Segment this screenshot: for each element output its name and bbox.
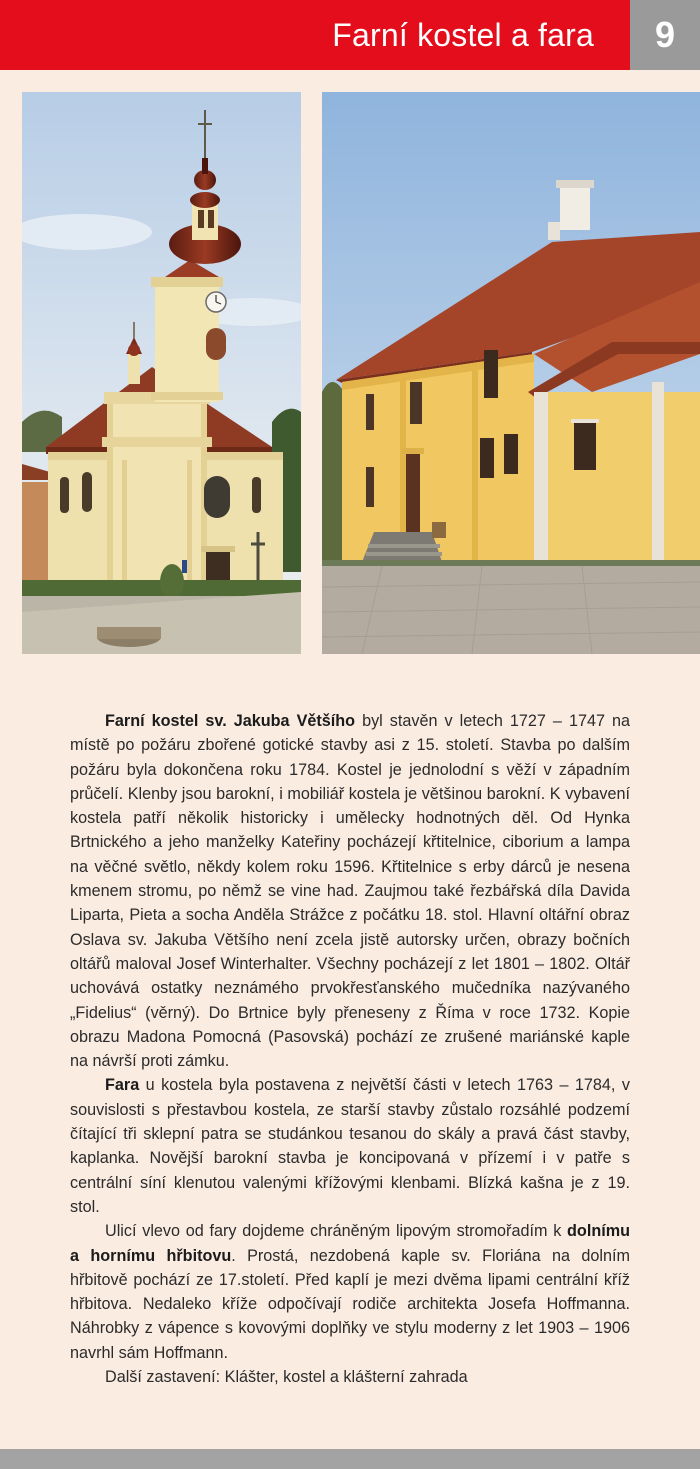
cemetery-heading: dolnímu a hornímu hřbitovu	[70, 1222, 630, 1265]
rectory-photo	[322, 92, 700, 654]
rectory-text: u kostela byla postavena z největší části v letech 1763 – 1784, v souvislosti s přestavbou kostela, ze starší stavby zůstalo rozsáhlé podzemí čítající tři sklepní patra se studánkou tesanou do skály a pravá část stavby, kaplanka. Novější barokní stavba je koncipovaná v přízemí i v patře s centrální síní klenutou valenými křížovými klenbami. Blízká kašna je z 19. stol.	[70, 1076, 630, 1216]
church-illustration	[22, 92, 301, 654]
rectory-heading: Fara	[105, 1076, 140, 1095]
paragraph-cemetery	[70, 1219, 630, 1365]
paragraph-church	[70, 709, 630, 1073]
paragraph-next-stop	[70, 1365, 630, 1389]
page-title: Farní kostel a fara	[0, 0, 630, 70]
cemetery-text-before: Ulicí vlevo od fary dojdeme chráněným lipovým stromořadím k	[105, 1222, 568, 1241]
church-text: byl stavěn v letech 1727 – 1747 na místě po požáru zbořené gotické stavby asi z 15. století. Stavba po dalším požáru byla dokončena roku 1784. Kostel je jednolodní s věží v západním průčelí. Klenby jsou barokní, i mobiliář kostela je většinou barokní. K vybavení kostela patří několik historicky i umělecky hodnotných děl. Od Hynka Brtnického a jeho manželky Kateřiny pocházejí křtitelnice, ciborium a lampa na věčné světlo, někdy kolem roku 1596. Křtitelnice s erby dárců je nesena kmenem stromu, po němž se vine had. Zaujmou také řezbářská díla Davida Liparta, Pieta a socha Anděla Strážce z počátku 18. stol. Hlavní oltářní obraz Oslava sv. Jakuba Většího není zcela jistě autorsky určen, obrazy bočních oltářů maloval Josef Winterhalter. Všechny pocházejí z let 1801 – 1802. Oltář uchovává ostatky neznámého prvokřesťanského mučedníka nazývaného „Fidelius“ (věrný). Do Brtnice byly přeneseny z Říma v roce 1732. Kopie obrazu Madona Pomocná (Pasovská) pochází ze zrušené mariánské kaple na návrší proti zámku.	[70, 712, 631, 1071]
rectory-illustration	[322, 92, 700, 654]
article-body	[70, 709, 630, 1389]
page-number: 9	[630, 0, 700, 70]
church-photo	[22, 92, 301, 654]
page-header	[0, 0, 700, 70]
cemetery-text-after: . Prostá, nezdobená kaple sv. Floriána na dolním hřbitově pochází ze 17.století. Před kaplí je mezi dvěma lipami centrální kříž hřbitova. Nedaleko kříže odpočívají rodiče architekta Josefa Hoffmanna. Náhrobky z vápence s kovovými doplňky ve stylu moderny z let 1903 – 1906 navrhl sám Hoffmann.	[70, 1246, 630, 1362]
church-heading: Farní kostel sv. Jakuba Většího	[105, 712, 356, 730]
next-stop-text: Další zastavení: Klášter, kostel a klášterní zahrada	[105, 1368, 468, 1387]
paragraph-rectory	[70, 1073, 630, 1219]
footer-bar	[0, 1449, 700, 1469]
